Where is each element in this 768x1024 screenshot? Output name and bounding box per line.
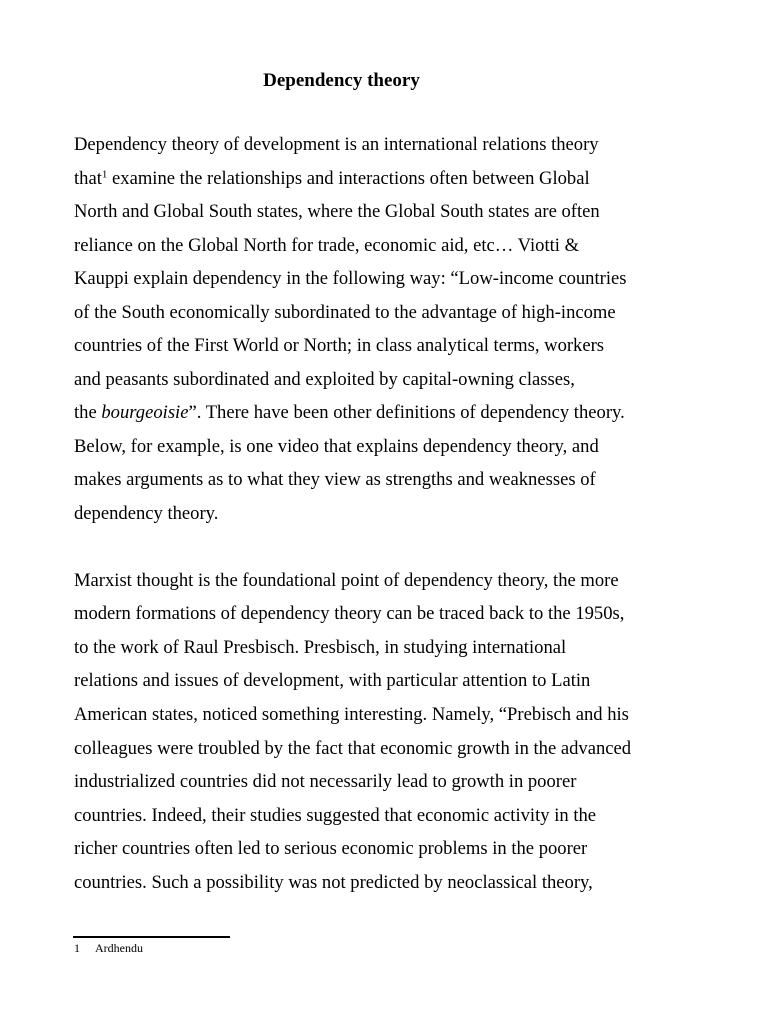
paragraph-line: and peasants subordinated and exploited by capital-owning classes, [74, 369, 575, 390]
paragraph-line [74, 400, 625, 426]
paragraph-line: industrialized countries did not necessarily lead to growth in poorer [74, 771, 577, 792]
paragraph-line: colleagues were troubled by the fact that economic growth in the advanced [74, 738, 632, 759]
text-span: ”. There have been other definitions of dependency theory. [188, 402, 625, 423]
footnote-number: 1 [74, 941, 80, 955]
text-span: examine the relationships and interactions often between Global [107, 168, 590, 189]
paragraph-line: countries. Indeed, their studies suggested that economic activity in the [74, 805, 597, 826]
paragraph-line: countries of the First World or North; in class analytical terms, workers [74, 335, 605, 356]
paragraph-line: Kauppi explain dependency in the following way: “Low-income countries [74, 268, 627, 289]
footnote-text: Ardhendu [95, 941, 143, 955]
document-title: Dependency theory [263, 70, 420, 91]
footnote-separator [73, 936, 230, 938]
paragraph-line: modern formations of dependency theory can be traced back to the 1950s, [74, 603, 625, 624]
paragraph-line: American states, noticed something interesting. Namely, “Prebisch and his [74, 704, 629, 725]
paragraph-line: richer countries often led to serious economic problems in the poorer [74, 838, 588, 859]
paragraph-line: to the work of Raul Presbisch. Presbisch, in studying international [74, 637, 567, 658]
paragraph-line: of the South economically subordinated to the advantage of high-income [74, 302, 616, 323]
text-span: the [74, 402, 102, 423]
paragraph-line: North and Global South states, where the Global South states are often [74, 201, 600, 222]
paragraph-line: countries. Such a possibility was not predicted by neoclassical theory, [74, 872, 593, 893]
paragraph-line: Marxist thought is the foundational point of dependency theory, the more [74, 570, 619, 591]
paragraph-line: Dependency theory of development is an international relations theory [74, 134, 599, 155]
paragraph-line: relations and issues of development, with particular attention to Latin [74, 670, 591, 691]
footnote [74, 940, 143, 956]
paragraph-line: Below, for example, is one video that explains dependency theory, and [74, 436, 599, 457]
paragraph-line: reliance on the Global North for trade, economic aid, etc… Viotti & [74, 235, 580, 256]
paragraph-line: makes arguments as to what they view as strengths and weaknesses of [74, 469, 596, 490]
italic-term: bourgeoisie [101, 402, 189, 423]
text-span: that [74, 168, 102, 189]
footnote-reference[interactable]: 1 [101, 168, 108, 181]
paragraph-line [74, 166, 590, 192]
paragraph-line: dependency theory. [74, 503, 219, 524]
